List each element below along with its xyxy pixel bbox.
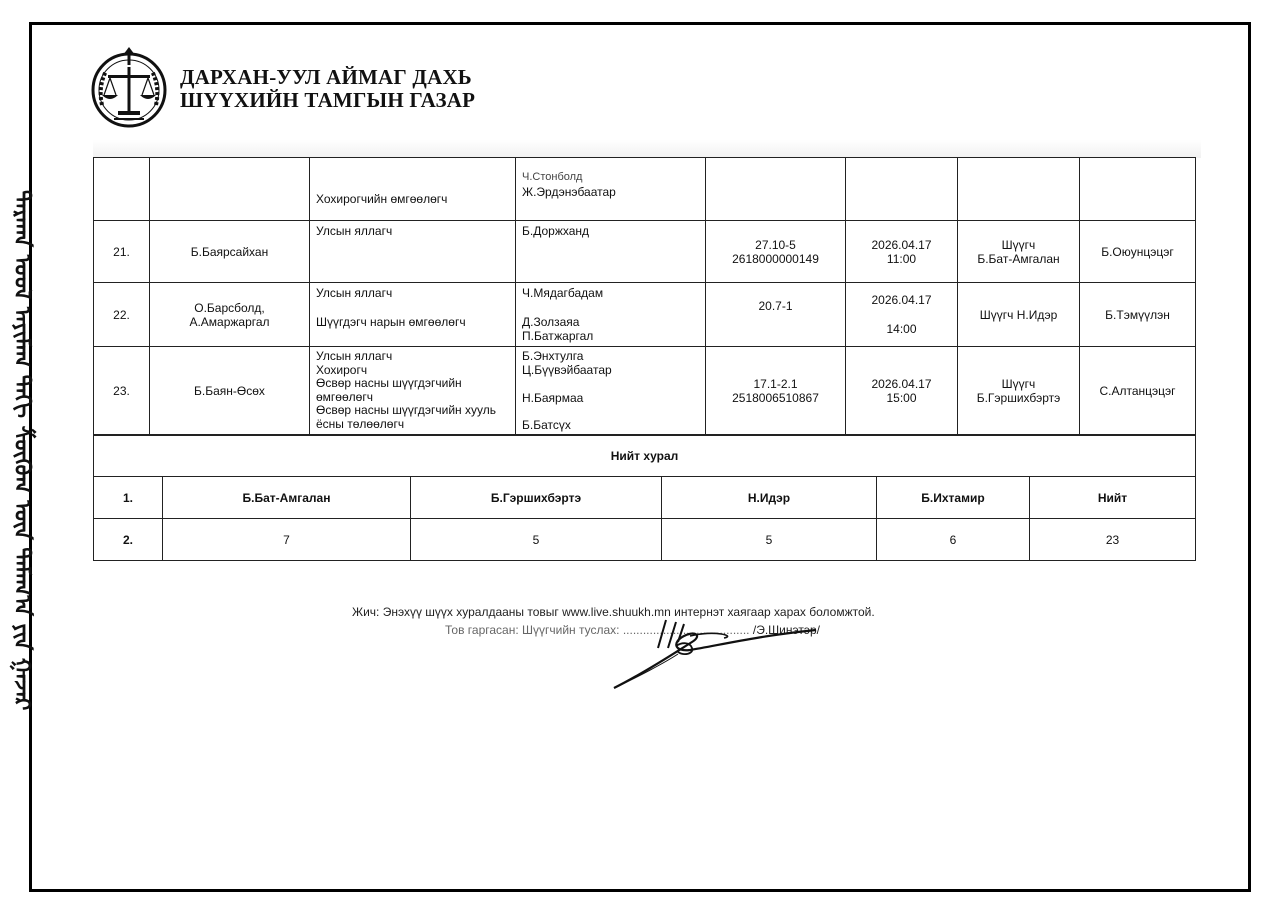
clerk: С.Алтанцэцэг bbox=[1080, 347, 1196, 436]
issuer-prefix: Тов гаргасан: Шүүгчийн туслах: ...................................... bbox=[445, 623, 750, 637]
organization-title bbox=[180, 66, 475, 112]
summary-value-row bbox=[94, 519, 1196, 561]
issuer-name: /Э.Шинэтэр/ bbox=[752, 623, 820, 637]
hearing-date: 2026.04.17 bbox=[871, 293, 932, 307]
case-number: 21. bbox=[94, 221, 150, 283]
summary-cell: Б.Ихтамир bbox=[877, 477, 1030, 519]
signature-icon bbox=[606, 612, 826, 694]
fragment-person: Ж.Эрдэнэбаатар bbox=[522, 185, 616, 199]
fragment-role: Хохирогчийн өмгөөлөгч bbox=[316, 192, 448, 206]
participant-role: Хохирогч bbox=[316, 362, 368, 377]
summary-title-row bbox=[94, 435, 1196, 477]
participant-role: Өсвөр насны шүүгдэгчийн bbox=[316, 376, 462, 390]
table-row-fragment bbox=[94, 158, 1196, 221]
hearing-date: 2026.04.17 bbox=[871, 237, 932, 252]
article: 17.1-2.1 bbox=[753, 377, 798, 391]
participant-person: Б.Доржханд bbox=[522, 224, 590, 238]
fragment-role-top bbox=[316, 172, 509, 186]
participant-role: Өсвөр насны шүүгдэгчийн хууль bbox=[316, 403, 496, 417]
summary-cell: 23 bbox=[1030, 519, 1196, 561]
article: 27.10-5 bbox=[755, 237, 796, 252]
participant-role: Улсын яллагч bbox=[316, 349, 393, 363]
participant-person: Ц.Бүүвэйбаатар bbox=[522, 362, 612, 377]
case-number: 22. bbox=[94, 283, 150, 347]
fragment-person-top: Ч.Стонболд bbox=[522, 171, 583, 183]
summary-cell: 5 bbox=[662, 519, 877, 561]
clerk: Б.Оюунцэцэг bbox=[1080, 221, 1196, 283]
summary-title: Нийт хурал bbox=[94, 435, 1196, 477]
defendant: А.Амаржаргал bbox=[189, 314, 270, 329]
hearing-time: 14:00 bbox=[886, 322, 917, 336]
summary-header-row bbox=[94, 477, 1196, 519]
table-row bbox=[94, 221, 1196, 283]
hearing-time: 11:00 bbox=[886, 251, 917, 266]
participant-role: Улсын яллагч bbox=[316, 224, 393, 238]
judge-label: Шүүгч bbox=[1001, 237, 1036, 252]
case-number: 23. bbox=[94, 347, 150, 436]
defendant: Б.Баян-Өсөх bbox=[150, 347, 310, 436]
summary-cell: Нийт bbox=[1030, 477, 1196, 519]
case-id: 2518006510867 bbox=[732, 391, 819, 405]
judge-name: Б.Бат-Амгалан bbox=[977, 251, 1060, 266]
participant-role: ёсны төлөөлөгч bbox=[316, 416, 405, 431]
summary-cell: Б.Бат-Амгалан bbox=[163, 477, 411, 519]
summary-cell: Н.Идэр bbox=[662, 477, 877, 519]
org-title-line2: ШҮҮХИЙН ТАМГЫН ГАЗАР bbox=[180, 88, 476, 112]
participant-role: Шүүгдэгч нарын өмгөөлөгч bbox=[316, 315, 466, 329]
participant-person: П.Батжаргал bbox=[522, 329, 594, 343]
participant-person: Н.Баярмаа bbox=[522, 391, 584, 405]
participant-person: Д.Золзаяа bbox=[522, 315, 580, 329]
mongolian-script-text: ᠳᠠᠷᠬᠠᠨ ᠤᠤᠯ ᠠᠶᠢᠮᠠᠭ ᠳᠠᠬᠢ ᠱᠦᠭᠦᠬ ᠦᠨ ᠲᠠᠮᠠᠭ᠎ᠠ ᠶᠢᠨ ᠭᠠᠵᠠᠷ bbox=[9, 189, 35, 711]
participant-role: өмгөөлөгч bbox=[316, 389, 373, 404]
court-schedule-table bbox=[93, 157, 1196, 436]
defendant: Б.Баярсайхан bbox=[150, 221, 310, 283]
judge: Шүүгч Н.Идэр bbox=[958, 283, 1080, 347]
table-row bbox=[94, 347, 1196, 436]
judge-name: Б.Гэршихбэртэ bbox=[976, 391, 1061, 405]
table-row bbox=[94, 283, 1196, 347]
participant-person: Б.Батсүх bbox=[522, 417, 571, 432]
hearing-time: 15:00 bbox=[886, 391, 917, 405]
participant-person: Ч.Мядагбадам bbox=[522, 286, 604, 300]
court-emblem-icon bbox=[88, 45, 170, 131]
clerk: Б.Тэмүүлэн bbox=[1080, 283, 1196, 347]
org-title-line1: ДАРХАН-УУЛ АЙМАГ ДАХЬ bbox=[180, 65, 472, 89]
hearing-date: 2026.04.17 bbox=[871, 377, 932, 391]
defendant: О.Барсболд, bbox=[194, 300, 265, 315]
participant-role: Улсын яллагч bbox=[316, 286, 393, 300]
participant-person: Б.Энхтулга bbox=[522, 349, 584, 363]
summary-cell: 5 bbox=[411, 519, 662, 561]
summary-cell: 7 bbox=[163, 519, 411, 561]
summary-table bbox=[93, 434, 1196, 561]
judge-label: Шүүгч bbox=[1001, 377, 1036, 391]
case-id: 2618000000149 bbox=[732, 251, 819, 266]
summary-cell: 6 bbox=[877, 519, 1030, 561]
summary-cell: 2. bbox=[94, 519, 163, 561]
footer-note: Жич: Энэхүү шүүх хуралдааны товыг www.live.shuukh.mn интернэт хаягаар харах боломжтой. bbox=[352, 605, 875, 619]
scan-shadow bbox=[93, 140, 1201, 158]
article: 20.7-1 bbox=[706, 283, 846, 347]
summary-cell: Б.Гэршихбэртэ bbox=[411, 477, 662, 519]
summary-cell: 1. bbox=[94, 477, 163, 519]
